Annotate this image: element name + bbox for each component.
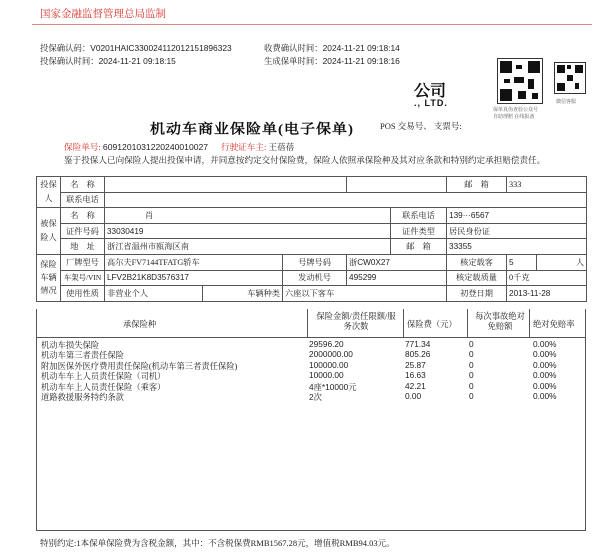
insured-id-value: 33030419 [105,223,391,239]
insured-section: 被保险人 [37,208,61,255]
col-divider [529,309,530,337]
vehicle-vin-label: 车架号/VIN [61,270,105,286]
col-divider [307,309,308,337]
coverage-amount: 2次 [309,392,322,402]
coverage-header-item: 承保险种 [123,320,157,329]
qr-caption-1: 保单真伪查验公众号 [493,107,539,113]
vehicle-seats-unit: 人 [537,254,587,270]
regulator-label: 国家金融监督管理总局监制 [40,9,166,20]
coverage-name: 附加医保外医疗费用责任保险(机动车第三者责任保险) [41,361,238,371]
coverage-deductible: 0 [469,359,474,370]
insured-id-label: 证件号码 [61,223,105,239]
coverage-name: 机动车第三者责任保险 [41,351,124,361]
vehicle-model-value: 高尔夫FV7144TFATG轿车 [105,254,283,270]
vehicle-plate-label: 号牌号码 [283,254,347,270]
col-divider [403,309,404,337]
generated-line [264,55,400,67]
coverage-header-rate: 绝对免赔率 [533,320,575,329]
coverage-deductible: 0 [469,349,474,360]
generated-time: 2024-11-21 09:18:16 [322,56,400,66]
coverage-header-premium: 保险费（元） [407,320,457,329]
coverage-premium: 42.21 [405,380,426,391]
applicant-name-label: 名 称 [61,177,105,193]
applicant-section: 投保人 [37,177,61,208]
insured-id-type-label: 证件类型 [391,223,447,239]
insured-mailbox-label: 邮 箱 [391,239,447,255]
vehicle-model-label: 厂牌型号 [61,254,105,270]
vehicle-engine-label: 发动机号 [283,270,347,286]
coverage-amount: 100000.00 [309,359,349,370]
confirm-time: 2024-11-21 09:18:15 [98,56,176,66]
qr-code-icon [497,58,543,104]
vehicle-plate-value: 浙CW0X27 [347,254,447,270]
insured-phone-value: 139···6567 [447,208,587,224]
coverage-rate: 0.00% [533,370,557,381]
coverage-name: 机动车损失保险 [41,341,100,350]
coverage-amount: 29596.20 [309,339,344,349]
coverage-premium: 0.00 [405,391,422,401]
vehicle-mass-value: 0千克 [507,270,587,286]
insured-mailbox-value: 33355 [447,239,587,255]
confirm-time-line [40,55,176,67]
insured-name-label: 名 称 [61,208,105,224]
coverage-name: 机动车车上人员责任保险（乘客） [41,382,166,392]
company-en-fragment: ., LTD. [414,98,448,108]
company-name-fragment: 公司 [414,83,447,100]
applicant-blank [347,177,447,193]
coverage-header-amount: 保险金额/责任限额/服务次数 [316,312,396,331]
coverage-deductible: 0 [469,370,474,381]
policy-number-label: 保险单号: [64,142,101,152]
vehicle-section: 保险车辆情况 [37,254,61,301]
vehicle-type-value: 六座以下客车 [283,286,447,302]
coverage-amount: 10000.00 [309,370,344,381]
coverage-premium: 771.34 [405,339,431,349]
coverage-name: 机动车车上人员责任保险（司机） [41,372,166,382]
coverage-deductible: 0 [469,380,474,391]
insured-address-value: 浙江省温州市瓯海区南 [105,239,391,255]
vehicle-type-label: 车辆种类 [203,286,283,302]
coverage-table [36,309,586,531]
vehicle-usage-label: 使用性质 [61,286,105,302]
coverage-deductible: 0 [469,391,474,401]
coverage-deductible: 0 [469,339,474,349]
confirm-code: V0201HAIC3300241120121518963​23 [90,43,232,53]
vehicle-reg-value: 2013-11-28 [507,286,587,302]
special-agreement-note: 特别约定:1本保单保险费为含税金额，其中：不含税保费RMB1567.28元，增值税RMB94.03元。 [40,538,395,548]
vehicle-vin-value: LFV2B21K8D3576317 [105,270,283,286]
fee-confirm-label: 收费确认时间： [264,44,323,53]
coverage-premium: 16.63 [405,370,426,381]
coverage-rate: 0.00% [533,380,557,391]
applicant-phone-value [105,192,587,208]
policy-number: 6091201031220240010027 [102,142,209,152]
vehicle-seats-label: 核定载客 [447,254,507,270]
generated-label: 生成保单时间： [264,57,323,66]
vehicle-owner-value: 王蓓蓓 [268,142,295,152]
policy-number-line [64,141,294,153]
coverage-premium: 805.26 [405,349,431,360]
fee-confirm-line [264,42,400,54]
coverage-rate: 0.00% [533,391,557,401]
document-title: 机动车商业保险单(电子保单) [150,122,354,138]
pos-text: POS 交易号、 支票号: [380,121,462,131]
applicant-mailbox-value: 333 [507,177,587,193]
policy-info-table [36,176,587,302]
insured-name-value: 肖 [105,208,391,224]
qr-caption-2: 自助理赔 在线报备 [493,114,535,120]
applicant-mailbox-label: 邮 箱 [447,177,507,193]
insured-id-type-value: 居民身份证 [447,223,587,239]
confirm-code-label: 投保确认码： [40,44,91,53]
vehicle-reg-label: 初登日期 [447,286,507,302]
applicant-phone-label: 联系电话 [61,192,105,208]
fee-confirm-time: 2024-11-21 09:18:14 [322,43,400,53]
coverage-rate: 0.00% [533,339,557,349]
insured-address-label: 地 址 [61,239,105,255]
coverage-header-deductible: 每次事故绝对免赔额 [475,312,525,331]
vehicle-seats-value: 5 [507,254,537,270]
confirm-time-label: 投保确认时间： [40,57,99,66]
coverage-name: 道路救援服务特约条款 [41,393,124,402]
col-divider [467,309,468,337]
coverage-rate: 0.00% [533,349,557,360]
policy-intro: 鉴于投保人已向保险人提出投保申请，并同意按约定交付保险费，保险人依照承保险种及其对应条款和特别约定承担赔偿责任。 [64,155,546,165]
applicant-name-value [105,177,347,193]
coverage-premium: 25.87 [405,359,426,370]
coverage-amount: 4座*10000元 [309,381,357,392]
qr-code-icon [554,62,586,94]
qr-caption-3: 微信客服 [556,99,577,105]
vehicle-mass-label: 核定载质量 [447,270,507,286]
vehicle-engine-value: 495299 [347,270,447,286]
header-divider [32,24,592,25]
vehicle-usage-value: 非营业个人 [105,286,203,302]
confirm-code-line [40,42,232,54]
vehicle-owner-label: 行驶证车主: [220,142,267,152]
coverage-amount: 2000000.00 [309,349,353,360]
insured-phone-label: 联系电话 [391,208,447,224]
coverage-rate: 0.00% [533,359,557,370]
